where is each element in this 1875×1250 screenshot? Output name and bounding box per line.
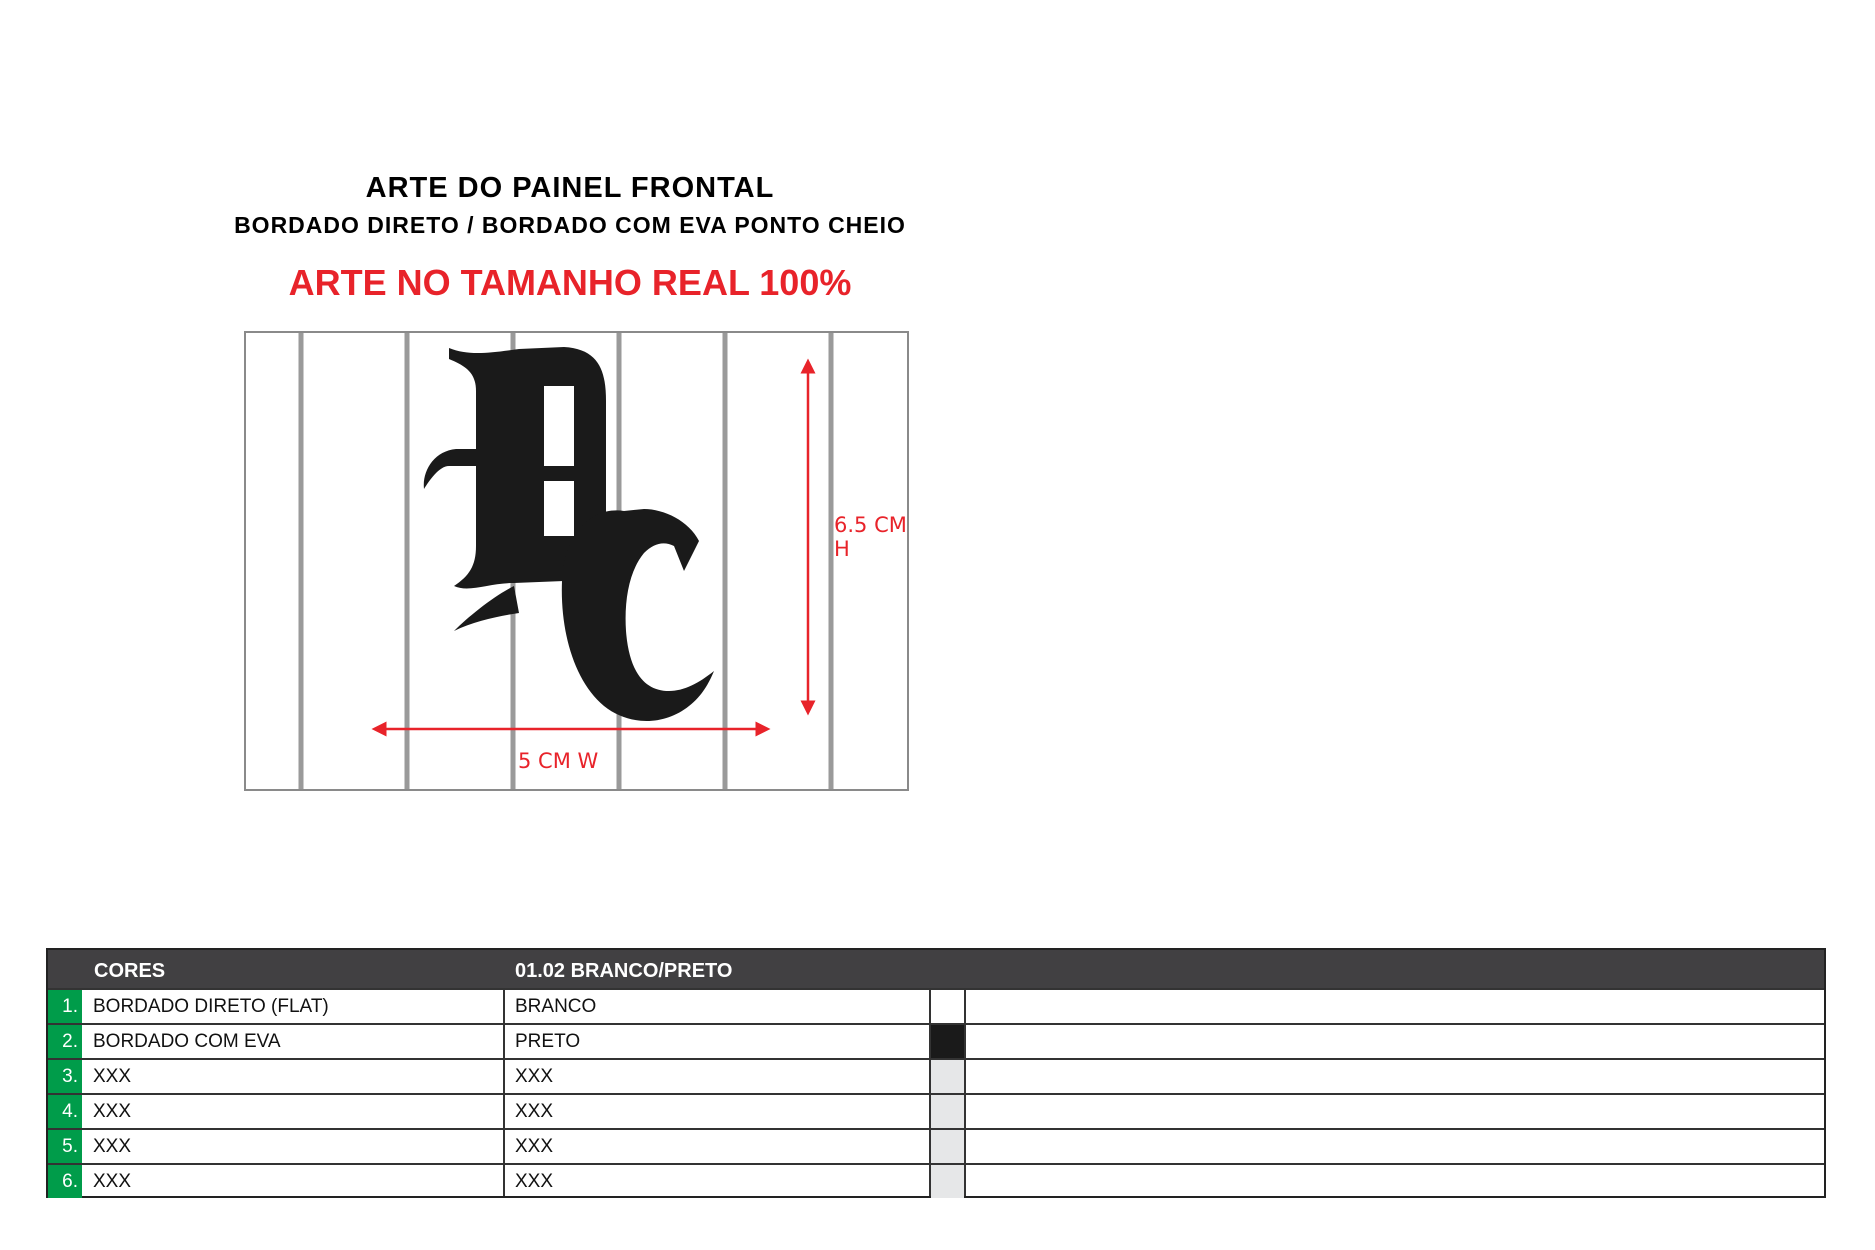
row-item: XXX bbox=[93, 1171, 132, 1192]
row-color: XXX bbox=[515, 1066, 554, 1087]
header-colorway: 01.02 BRANCO/PRETO bbox=[515, 960, 733, 982]
table-row bbox=[48, 988, 1824, 1023]
row-color: BRANCO bbox=[515, 996, 597, 1017]
row-number: 5. bbox=[48, 1130, 82, 1163]
front-panel-artwork bbox=[244, 331, 914, 801]
colors-table bbox=[46, 948, 1826, 1198]
panel-svg bbox=[244, 331, 914, 801]
column-divider bbox=[503, 988, 505, 1196]
row-item: XXX bbox=[93, 1136, 132, 1157]
column-divider bbox=[929, 988, 931, 1196]
table-row bbox=[48, 1093, 1824, 1128]
page-subtitle: BORDADO DIRETO / BORDADO COM EVA PONTO CHEIO bbox=[234, 212, 906, 238]
row-number: 2. bbox=[48, 1025, 82, 1058]
row-number: 1. bbox=[48, 990, 82, 1023]
row-item: BORDADO COM EVA bbox=[93, 1031, 281, 1052]
table-row bbox=[48, 1058, 1824, 1093]
row-color: XXX bbox=[515, 1101, 554, 1122]
height-label: 6.5 CM H bbox=[834, 513, 907, 561]
row-color: XXX bbox=[515, 1136, 554, 1157]
row-item: XXX bbox=[93, 1101, 132, 1122]
row-item: XXX bbox=[93, 1066, 132, 1087]
row-item: BORDADO DIRETO (FLAT) bbox=[93, 996, 329, 1017]
table-row bbox=[48, 1163, 1824, 1198]
scale-note: ARTE NO TAMANHO REAL 100% bbox=[288, 262, 852, 303]
width-label: 5 CM W bbox=[518, 749, 599, 773]
table-row bbox=[48, 1128, 1824, 1163]
row-number: 3. bbox=[48, 1060, 82, 1093]
table-row bbox=[48, 1023, 1824, 1058]
header-cores: CORES bbox=[94, 960, 166, 982]
color-swatch bbox=[931, 1095, 964, 1128]
page-title: ARTE DO PAINEL FRONTAL bbox=[365, 172, 775, 204]
row-number: 4. bbox=[48, 1095, 82, 1128]
row-color: XXX bbox=[515, 1171, 554, 1192]
table-header bbox=[48, 950, 1824, 988]
color-swatch bbox=[931, 1060, 964, 1093]
color-swatch bbox=[931, 1165, 964, 1198]
color-swatch bbox=[931, 1130, 964, 1163]
row-number: 6. bbox=[48, 1165, 82, 1198]
color-swatch bbox=[931, 1025, 964, 1058]
column-divider bbox=[964, 988, 966, 1196]
row-color: PRETO bbox=[515, 1031, 581, 1052]
color-swatch bbox=[931, 990, 964, 1023]
